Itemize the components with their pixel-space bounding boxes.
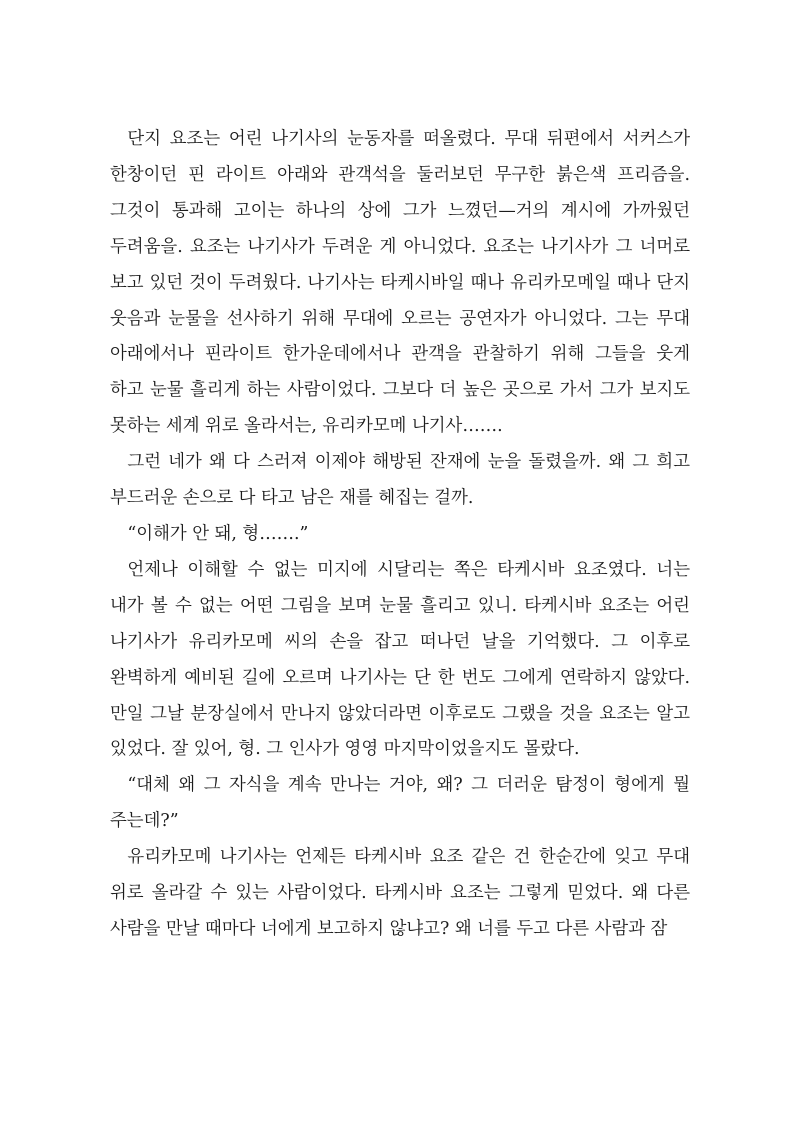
paragraph-3-dialogue: “이해가 안 돼, 형…….” [127,523,309,544]
paragraph-2: 그런 네가 왜 다 스러져 이제야 해방된 잔재에 눈을 돌렸을까. 왜 그 희고 부드러운 손으로 다 타고 남은 재를 헤집는 걸까. [110,452,690,509]
paragraph-1: 단지 요조는 어린 나기사의 눈동자를 떠올렸다. 무대 뒤편에서 서커스가 한창이던 핀 라이트 아래와 관객석을 둘러보던 무구한 붉은색 프리즘을. 그것이 통과해 고이는 하나의 상에 그가 느꼈던—거의 계시에 가까웠던 두려움을. 요조는 나기사가 두려운 게 아니었다. 요조는 나기사가 그 너머로 보고 있던 것이 두려웠다. 나기사는 타케시바일 때나 유리카모메일 때나 단지 웃음과 눈물을 선사하기 위해 무대에 오르는 공연자가 아니었다. 그는 무대 아래에서나 핀라이트 한가운데에서나 관객을 관찰하기 위해 그들을 웃게 하고 눈물 흘리게 하는 사람이었다. 그보다 더 높은 곳으로 가서 그가 보지도 못하는 세계 위로 올라서는, 유리카모메 나기사……. [110,129,690,437]
paragraph-4: 언제나 이해할 수 없는 미지에 시달리는 쪽은 타케시바 요조였다. 너는 내가 볼 수 없는 어떤 그림을 보며 눈물 흘리고 있니. 타케시바 요조는 어린 나기사가 유리카모메 씨의 손을 잡고 떠나던 날을 기억했다. 그 이후로 완벽하게 예비된 길에 오르며 나기사는 단 한 번도 그에게 연락하지 않았다. 만일 그날 분장실에서 만나지 않았더라면 이후로도 그랬을 것을 요조는 알고 있었다. 잘 있어, 형. 그 인사가 영영 마지막이었을지도 몰랐다. [110,559,690,760]
document-page [110,122,690,948]
paragraph-5-dialogue: “대체 왜 그 자식을 계속 만나는 거야, 왜? 그 더러운 탐정이 형에게 뭘 주는데?” [110,775,690,832]
paragraph-6: 유리카모메 나기사는 언제든 타케시바 요조 같은 건 한순간에 잊고 무대 위로 올라갈 수 있는 사람이었다. 타케시바 요조는 그렇게 믿었다. 왜 다른 사람을 만날 때마다 너에게 보고하지 않냐고? 왜 너를 두고 다른 사람과 잠 [110,847,690,939]
